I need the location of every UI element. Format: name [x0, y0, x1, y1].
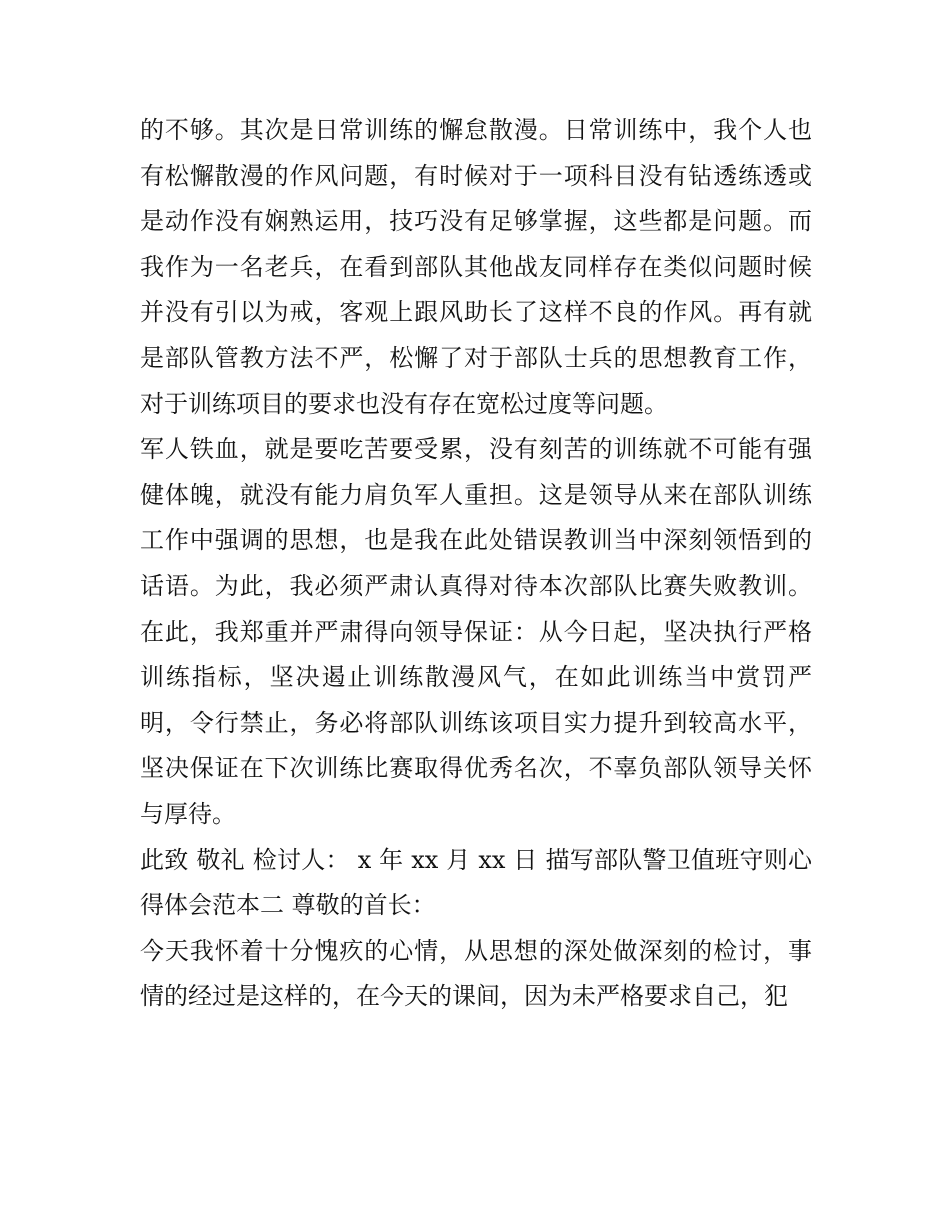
text-line: 的不够。其次是日常训练的懈怠散漫。日常训练中，我个人也 — [140, 116, 812, 144]
text-line: 话语。为此，我必须严肃认真得对待本次部队比赛失败教训。 — [140, 571, 812, 600]
text-line: 有松懈散漫的作风问题，有时候对于一项科目没有钻透练透或 — [140, 161, 812, 190]
paragraph — [140, 929, 812, 1020]
text-line: 训练指标，坚决遏止训练散漫风气，在如此训练当中赏罚严 — [140, 663, 812, 692]
text-line: 我作为一名老兵，在看到部队其他战友同样存在类似问题时候 — [140, 252, 812, 281]
text-line: 是部队管教方法不严，松懈了对于部队士兵的思想教育工作， — [140, 343, 812, 372]
text-line: 明，令行禁止，务必将部队训练该项目实力提升到较高水平， — [140, 708, 812, 737]
text-line: 军人铁血，就是要吃苦要受累，没有刻苦的训练就不可能有强 — [140, 435, 812, 464]
text-line: 工作中强调的思想，也是我在此处错误教训当中深刻领悟到的 — [140, 526, 812, 555]
text-line: 今天我怀着十分愧疚的心情，从思想的深处做深刻的检讨，事 — [140, 936, 812, 965]
text-line: 此致 敬礼 检讨人： x 年 xx 月 xx 日 描写部队警卫值班守则心 — [140, 845, 812, 874]
text-line: 健体魄，就没有能力肩负军人重担。这是领导从来在部队训练 — [140, 480, 812, 509]
document-body — [140, 108, 812, 1020]
text-line: 对于训练项目的要求也没有存在宽松过度等问题。 — [140, 389, 668, 418]
text-line: 在此，我郑重并严肃得向领导保证：从今日起，坚决执行严格 — [140, 617, 812, 646]
text-line: 与厚待。 — [140, 799, 236, 828]
text-line: 并没有引以为戒，客观上跟风助长了这样不良的作风。再有就 — [140, 298, 812, 327]
text-line: 得体会范本二 尊敬的首长： — [140, 891, 436, 920]
text-line: 坚决保证在下次训练比赛取得优秀名次，不辜负部队领导关怀 — [140, 754, 812, 783]
paragraph — [140, 427, 812, 837]
text-line: 是动作没有娴熟运用，技巧没有足够掌握，这些都是问题。而 — [140, 207, 812, 236]
paragraph — [140, 838, 812, 929]
paragraph — [140, 108, 812, 427]
text-line: 情的经过是这样的，在今天的课间，因为未严格要求自己，犯 — [140, 982, 788, 1011]
